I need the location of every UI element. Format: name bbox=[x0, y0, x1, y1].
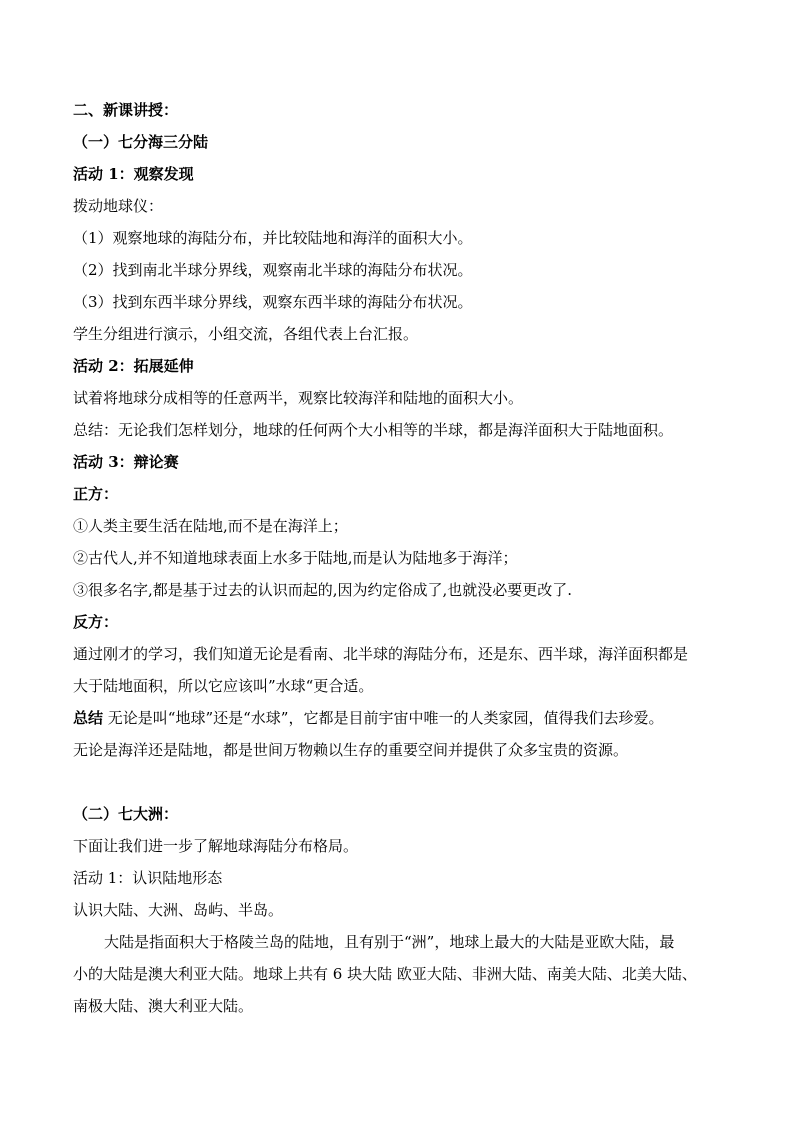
activity1-title: 活动 1：观察发现 bbox=[73, 165, 194, 183]
con-title: 反方： bbox=[73, 613, 119, 631]
continent-paragraph-line-1: 大陆是指面积大于格陵兰岛的陆地，且有别于“洲”，地球上最大的大陆是亚欧大陆，最 bbox=[104, 933, 675, 951]
activity1-step1: （1）观察地球的海陆分布，并比较陆地和海洋的面积大小。 bbox=[73, 229, 473, 247]
pro-point-1: ①人类主要生活在陆地,而不是在海洋上； bbox=[73, 517, 348, 535]
activity1-note: 学生分组进行演示，小组交流，各组代表上台汇报。 bbox=[73, 325, 419, 343]
pro-point-2: ②古代人,并不知道地球表面上水多于陆地,而是认为陆地多于海洋； bbox=[73, 549, 518, 567]
summary-label: 总结 bbox=[73, 709, 104, 727]
part2-intro: 下面让我们进一步了解地球海陆分布格局。 bbox=[73, 837, 359, 855]
summary-line-1-text: 无论是叫“地球”还是“水球”，它都是目前宇宙中唯一的人类家园，值得我们去珍爱。 bbox=[103, 709, 664, 727]
part2-terms: 认识大陆、大洲、岛屿、半岛。 bbox=[73, 901, 284, 919]
summary-line-1 bbox=[73, 708, 733, 728]
activity1-intro: 拨动地球仪： bbox=[73, 197, 164, 215]
part2-heading: （二）七大洲： bbox=[73, 805, 179, 823]
pro-title: 正方： bbox=[73, 485, 119, 503]
continent-paragraph-line-3: 南极大陆、澳大利亚大陆。 bbox=[73, 997, 254, 1015]
activity2-title: 活动 2：拓展延伸 bbox=[73, 357, 194, 375]
activity2-summary: 总结：无论我们怎样划分，地球的任何两个大小相等的半球，都是海洋面积大于陆地面积。 bbox=[73, 421, 674, 439]
con-text-line-2: 大于陆地面积，所以它应该叫”水球“更合适。 bbox=[73, 677, 374, 695]
activity3-title: 活动 3：辩论赛 bbox=[73, 453, 179, 471]
part1-heading: （一）七分海三分陆 bbox=[73, 133, 209, 151]
con-text-line-1: 通过刚才的学习，我们知道无论是看南、北半球的海陆分布，还是东、西半球，海洋面积都是 bbox=[73, 645, 689, 663]
pro-point-3: ③很多名字,都是基于过去的认识而起的,因为约定俗成了,也就没必要更改了. bbox=[73, 581, 573, 599]
activity2-text: 试着将地球分成相等的任意两半，观察比较海洋和陆地的面积大小。 bbox=[73, 389, 524, 407]
continent-paragraph-line-2: 小的大陆是澳大利亚大陆。地球上共有 6 块大陆 欧亚大陆、非洲大陆、南美大陆、北美大陆、 bbox=[73, 965, 697, 983]
activity1-step3: （3）找到东西半球分界线，观察东西半球的海陆分布状况。 bbox=[73, 293, 473, 311]
part2-activity1: 活动 1：认识陆地形态 bbox=[73, 869, 223, 887]
summary-line-2: 无论是海洋还是陆地，都是世间万物赖以生存的重要空间并提供了众多宝贵的资源。 bbox=[73, 741, 629, 759]
section-heading: 二、新课讲授： bbox=[73, 101, 179, 119]
activity1-step2: （2）找到南北半球分界线，观察南北半球的海陆分布状况。 bbox=[73, 261, 473, 279]
